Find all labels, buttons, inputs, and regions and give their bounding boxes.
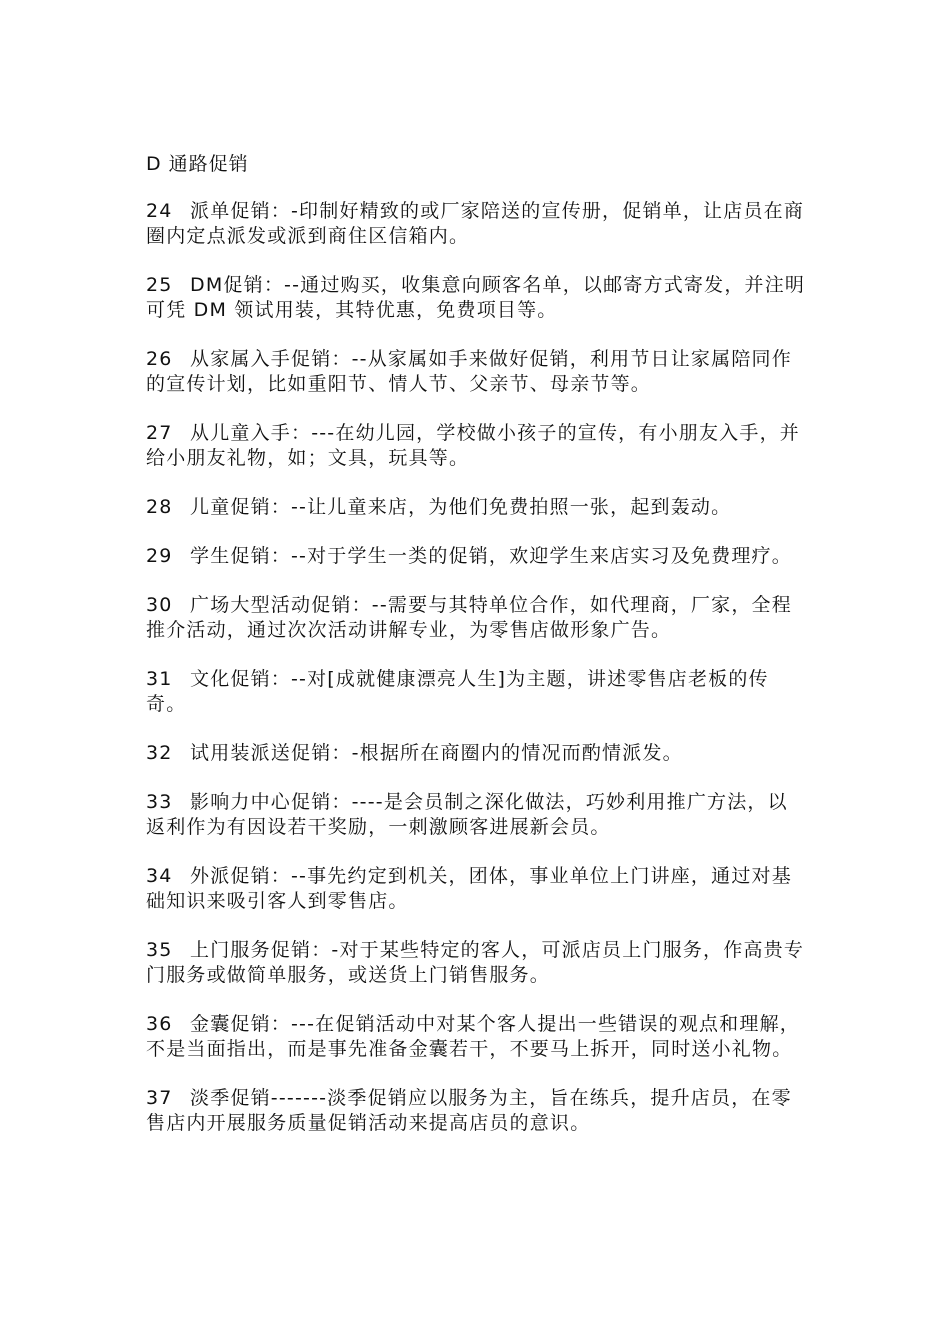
list-item [146,421,808,471]
list-item [146,544,808,569]
list-item [146,790,808,840]
list-item [146,1086,808,1136]
item-number: 35 [146,939,173,961]
list-item [146,593,808,643]
item-number: 26 [146,348,173,370]
item-text: DM促销：--通过购买，收集意向顾客名单，以邮寄方式寄发，并注明可凭 DM 领试用装，其特优惠，免费项目等。 [146,274,806,321]
item-text: 影响力中心促销：----是会员制之深化做法，巧妙利用推广方法，以返利作为有因设若干奖励，一刺激顾客进展新会员。 [146,791,788,838]
item-number: 25 [146,274,173,296]
section-heading: D 通路促销 [146,153,249,175]
item-text: 金囊促销：---在促销活动中对某个客人提出一些错误的观点和理解，不是当面指出，而是事先准备金囊若干，不要马上拆开，同时送小礼物。 [146,1013,800,1060]
list-item [146,199,808,249]
item-text: 淡季促销-------淡季促销应以服务为主，旨在练兵，提升店员，在零售店内开展服务质量促销活动来提高店员的意识。 [146,1087,792,1134]
item-number: 28 [146,496,173,518]
list-item [146,667,808,717]
item-number: 31 [146,668,173,690]
item-text: 广场大型活动促销：--需要与其特单位合作，如代理商，厂家，全程推介活动，通过次次活动讲解专业，为零售店做形象广告。 [146,594,792,641]
promotion-list [146,199,808,1160]
item-text: 文化促销：--对[成就健康漂亮人生]为主题，讲述零售店老板的传奇。 [146,668,769,715]
item-text: 儿童促销：--让儿童来店，为他们免费拍照一张，起到轰动。 [190,496,732,518]
item-number: 33 [146,791,173,813]
item-text: 从家属入手促销：--从家属如手来做好促销，利用节日让家属陪同作的宣传计划，比如重阳节、情人节、父亲节、母亲节等。 [146,348,792,395]
list-item [146,864,808,914]
item-number: 30 [146,594,173,616]
list-item [146,1012,808,1062]
item-number: 37 [146,1087,173,1109]
list-item [146,347,808,397]
item-text: 上门服务促销：-对于某些特定的客人，可派店员上门服务，作高贵专门服务或做简单服务，或送货上门销售服务。 [146,939,805,986]
item-number: 24 [146,200,173,222]
item-text: 试用装派送促销：-根据所在商圈内的情况而酌情派发。 [190,742,683,764]
item-number: 29 [146,545,173,567]
item-number: 27 [146,422,173,444]
item-text: 从儿童入手：---在幼儿园，学校做小孩子的宣传，有小朋友入手，并给小朋友礼物，如；文具，玩具等。 [146,422,800,469]
item-text: 派单促销：-印制好精致的或厂家陪送的宣传册，促销单，让店员在商圈内定点派发或派到商住区信箱内。 [146,200,805,247]
item-number: 36 [146,1013,173,1035]
item-text: 学生促销：--对于学生一类的促销，欢迎学生来店实习及免费理疗。 [190,545,792,567]
list-item [146,495,808,520]
item-text: 外派促销：--事先约定到机关，团体，事业单位上门讲座，通过对基础知识来吸引客人到零售店。 [146,865,792,912]
list-item [146,938,808,988]
item-number: 34 [146,865,173,887]
item-number: 32 [146,742,173,764]
list-item [146,273,808,323]
list-item [146,741,808,766]
